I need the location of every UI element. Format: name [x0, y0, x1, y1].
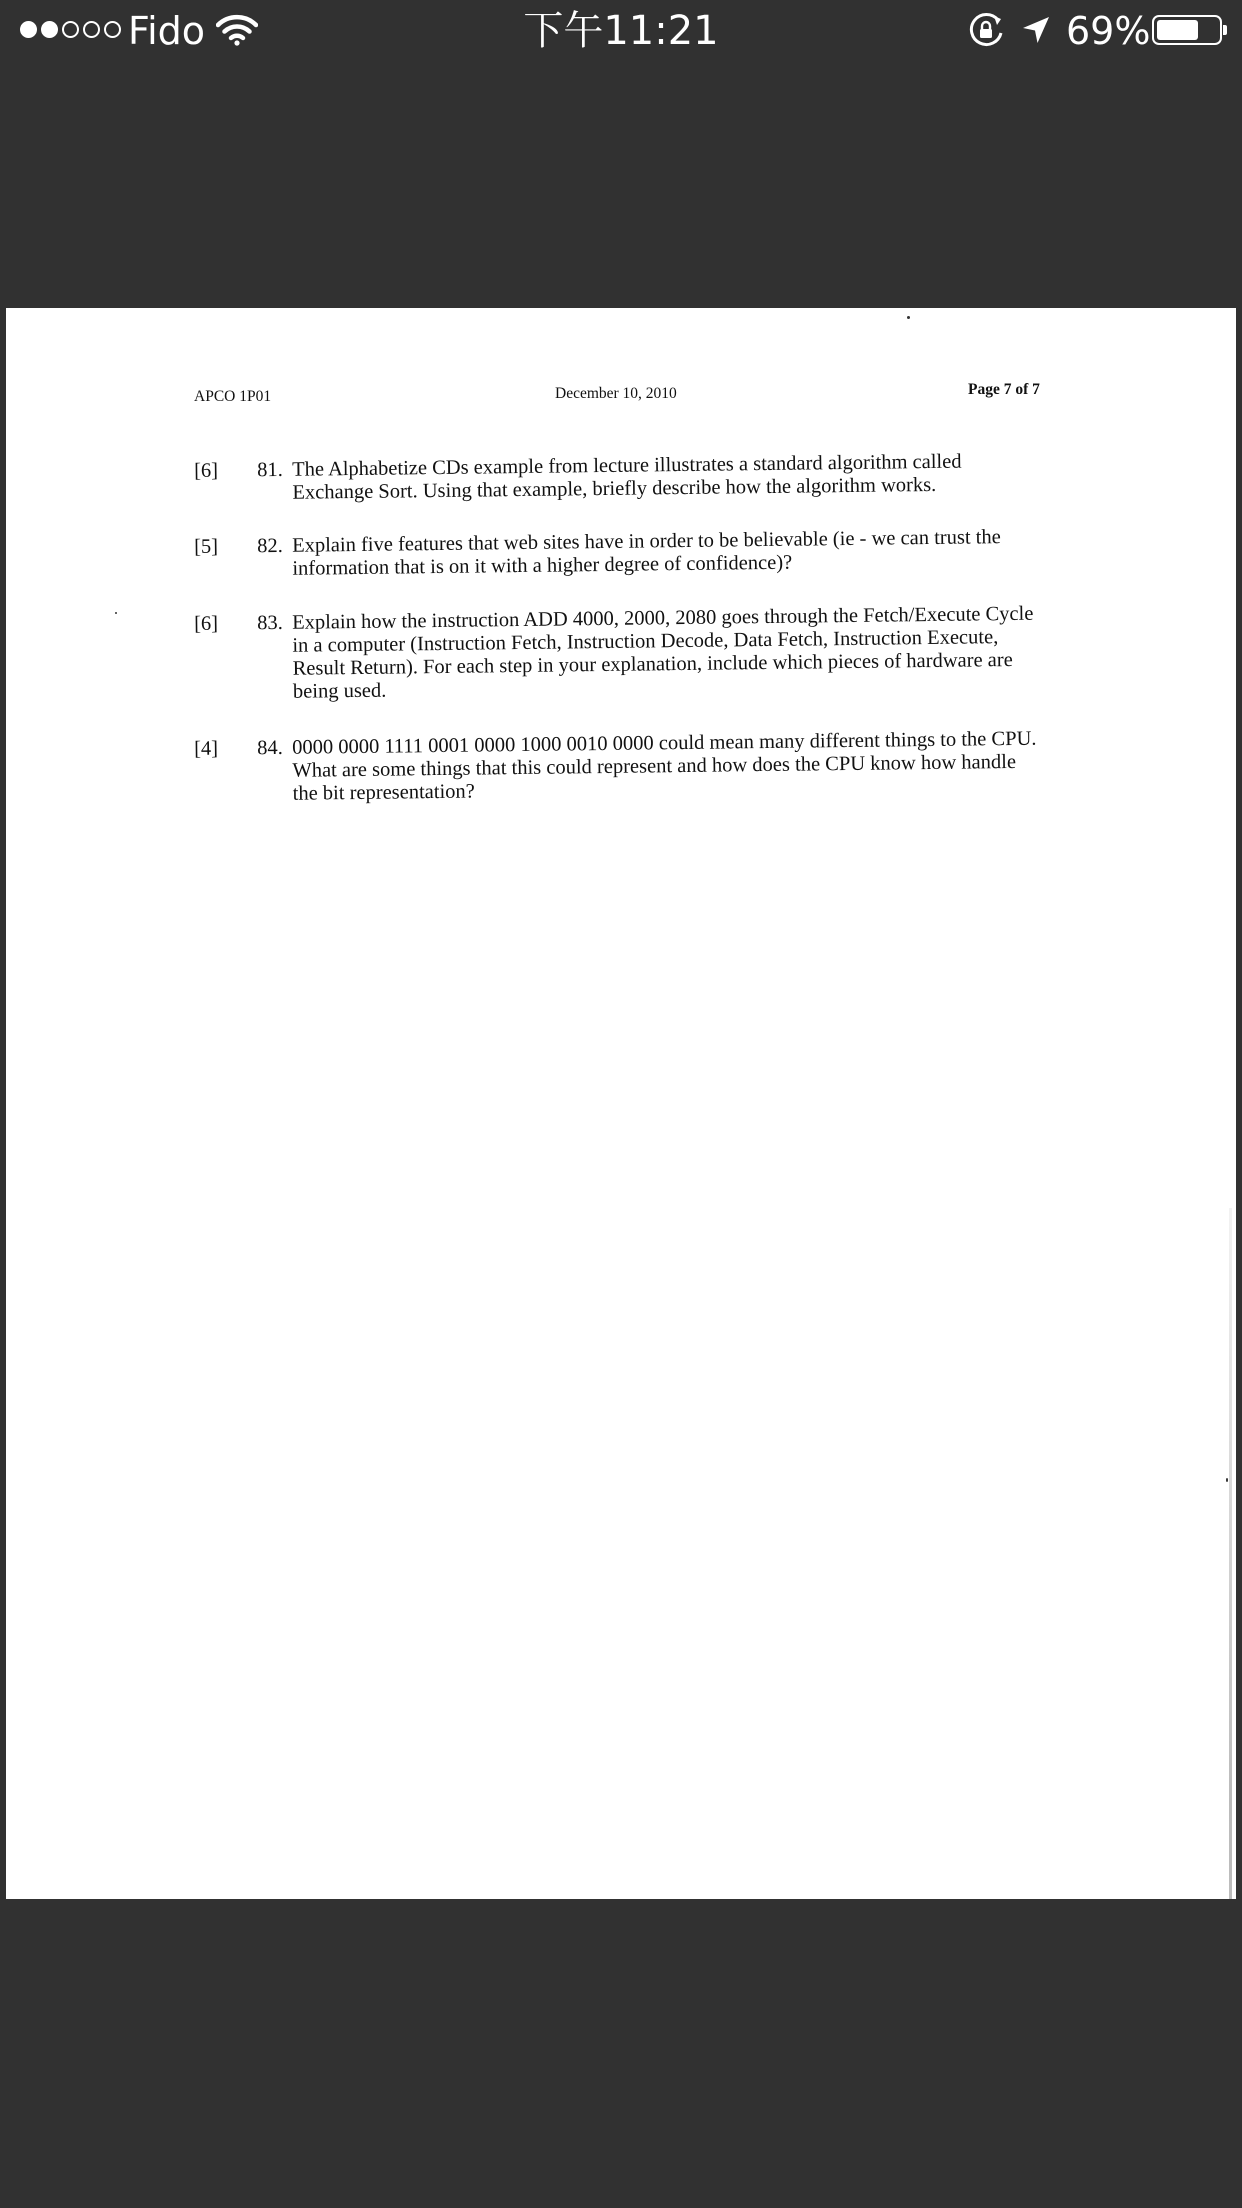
exam-date: December 10, 2010 [555, 385, 677, 402]
question-number: 81. [256, 458, 283, 482]
scanned-document-page[interactable] [6, 308, 1236, 1899]
scan-speck [907, 316, 910, 319]
scan-speck [115, 612, 117, 614]
scan-edge-shadow [1229, 1208, 1232, 1899]
status-bar [0, 0, 1242, 62]
question-84 [194, 727, 1055, 807]
carrier-name: Fido [128, 9, 206, 53]
question-marks: [4] [194, 737, 219, 760]
question-text: Explain how the instruction ADD 4000, 2000, 2080 goes through the Fetch/Execute Cycle in a computer (Instruction Fetch, Instruction Decode, Data Fetch, Instruction Execute, Result Return). For each step in your explanation, include which pieces of hardware are being used. [291, 602, 1034, 703]
question-number: 84. [256, 736, 283, 760]
question-83 [194, 602, 1055, 704]
scan-speck [1226, 1478, 1228, 1482]
question-marks: [5] [194, 535, 219, 558]
status-time: 下午11:21 [523, 8, 719, 54]
question-number: 83. [256, 611, 283, 635]
question-number: 82. [256, 534, 283, 558]
page-number: Page 7 of 7 [968, 381, 1040, 398]
rotation-lock-icon [968, 13, 1006, 49]
battery-cap [1223, 25, 1227, 35]
question-text: Explain five features that web sites have in order to be believable (ie - we can trust the information that is on it with a higher degree of confidence)? [291, 526, 1001, 580]
course-code: APCO 1P01 [194, 388, 272, 405]
question-marks: [6] [194, 459, 219, 482]
question-81 [194, 449, 1054, 506]
question-marks: [6] [194, 612, 219, 635]
battery-percentage: 69% [1066, 9, 1151, 53]
question-text: 0000 0000 1111 0001 0000 1000 0010 0000 could mean many different things to the CPU. What are some things that this could represent and how does the CPU know how handle the bit representation? [291, 727, 1037, 805]
battery-icon [1152, 15, 1222, 45]
battery-level-fill [1157, 20, 1198, 40]
question-82 [194, 525, 1054, 582]
question-text: The Alphabetize CDs example from lecture illustrates a standard algorithm called Exchange Sort. Using that example, briefly describe how the algorithm works. [291, 450, 962, 504]
location-arrow-icon [1020, 14, 1052, 46]
